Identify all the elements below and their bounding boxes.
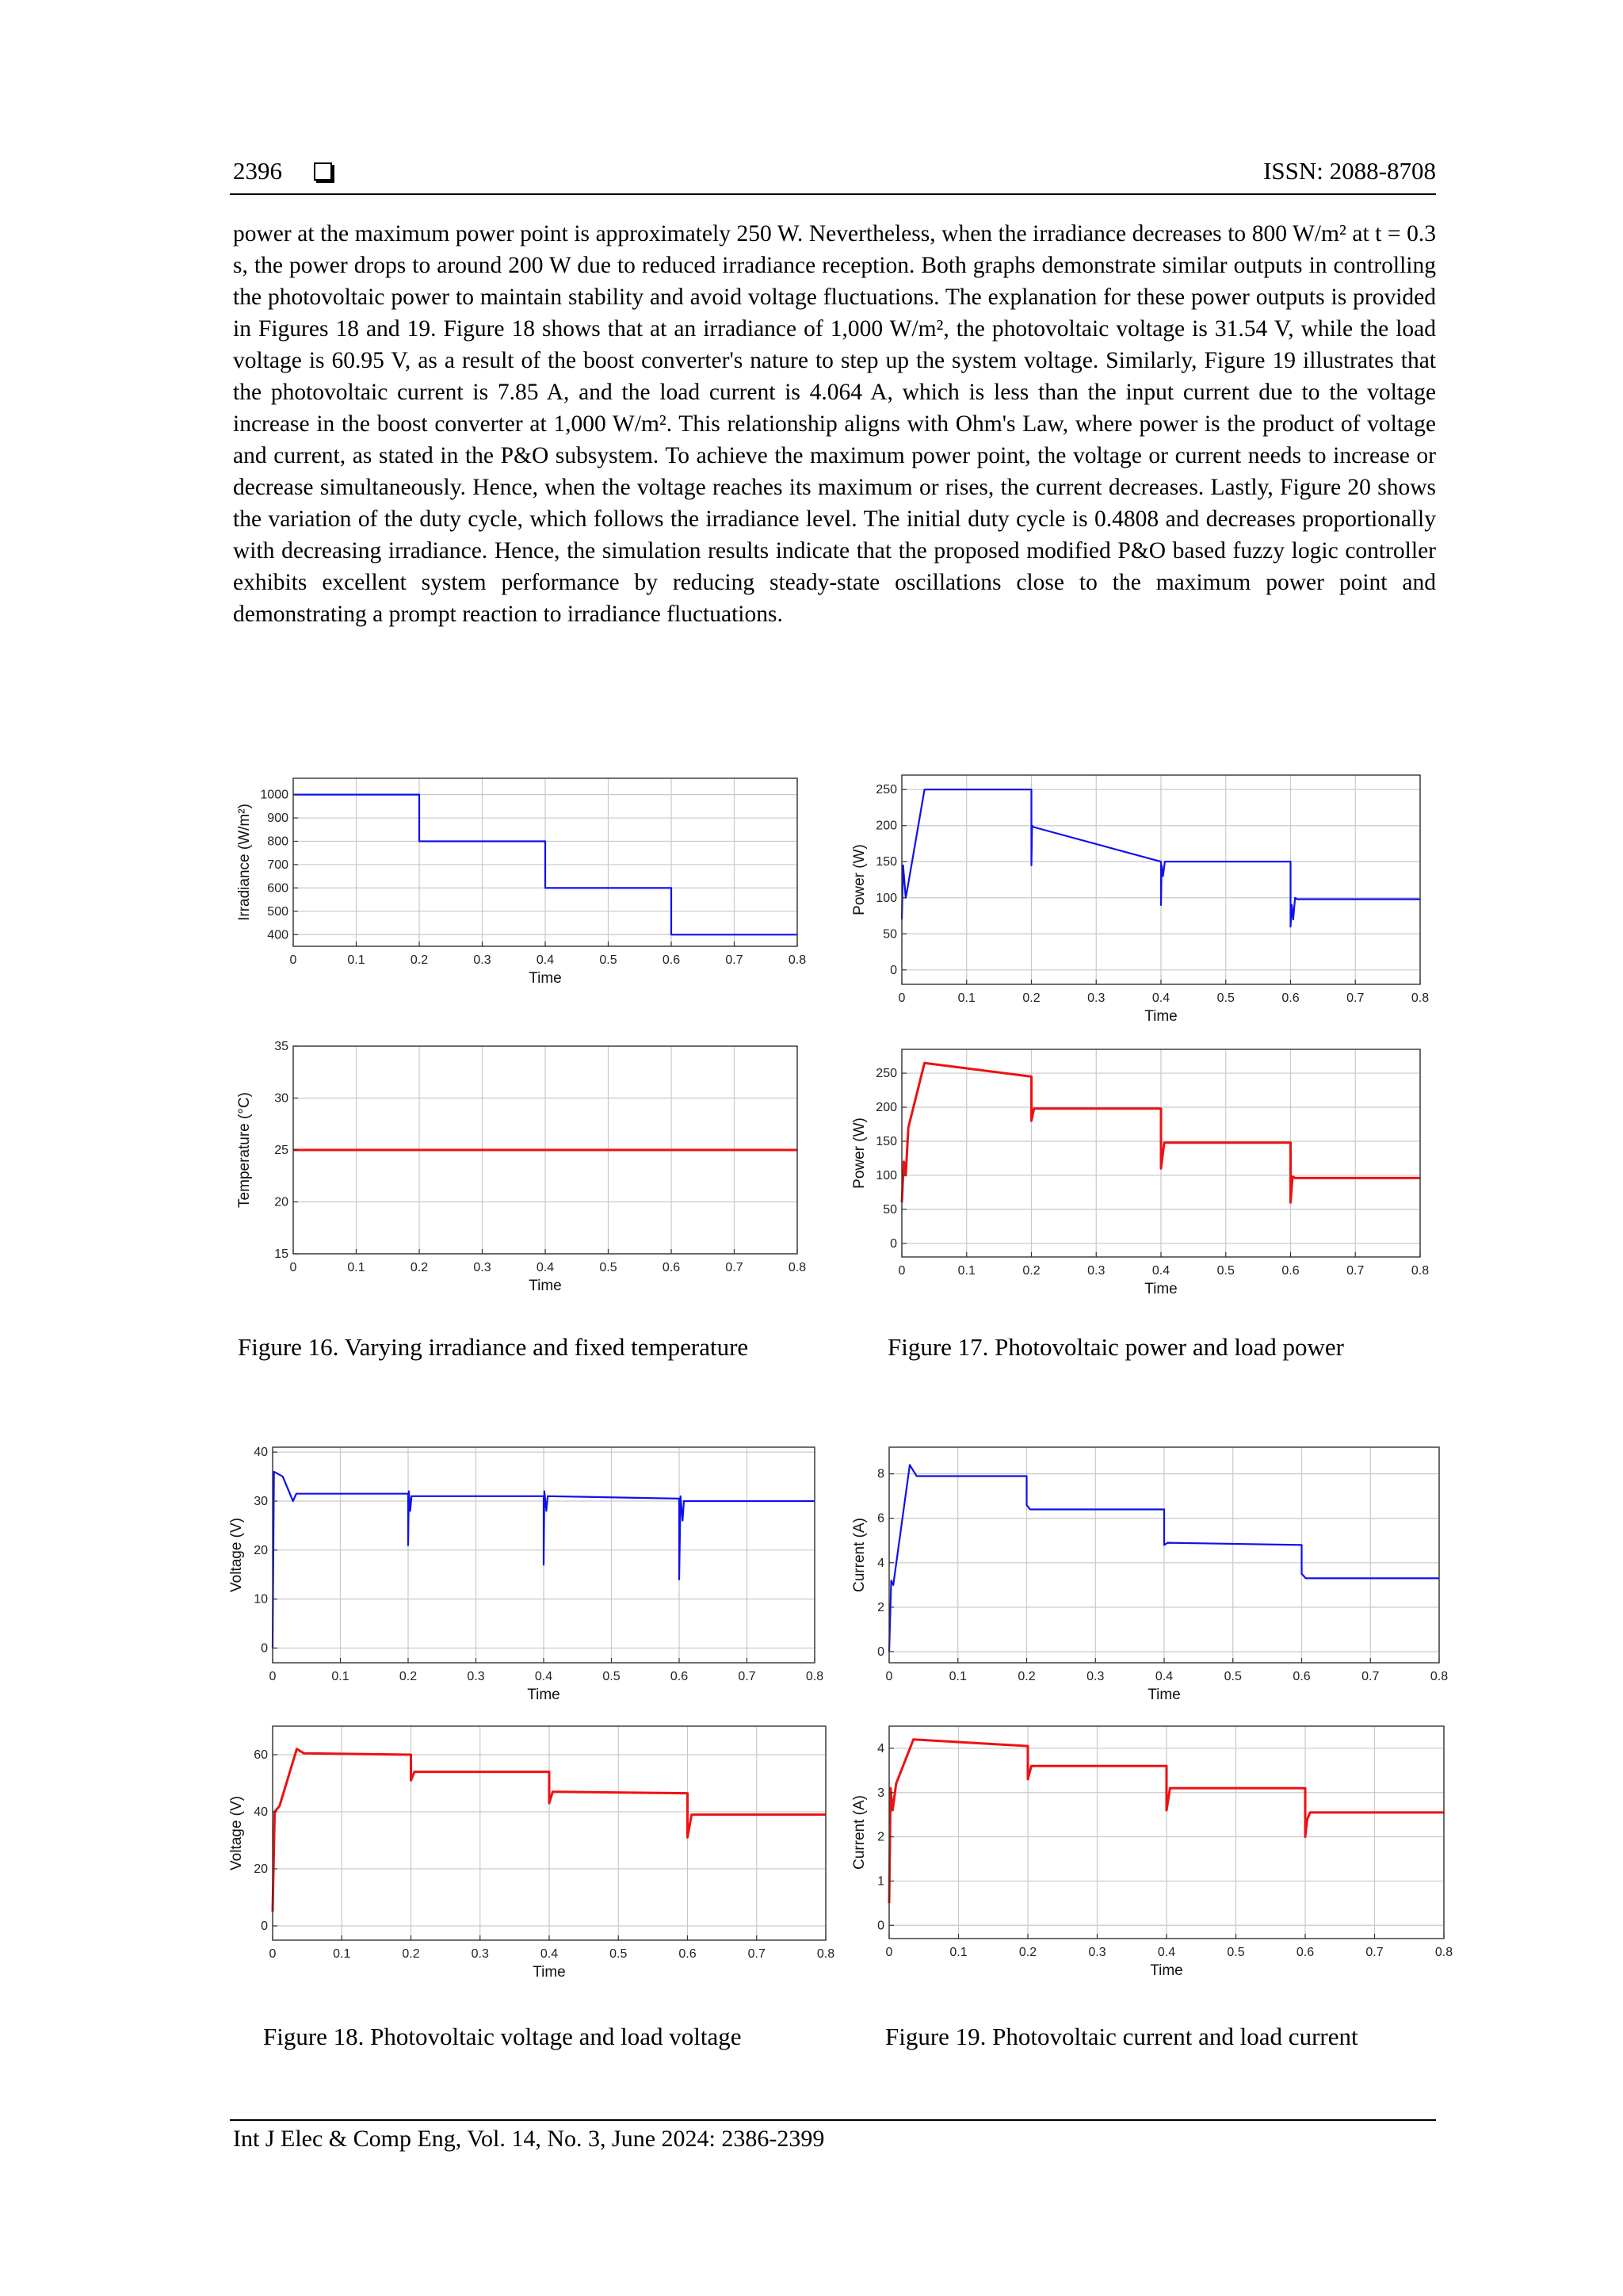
x-tick-label: 0.7	[1346, 1264, 1365, 1278]
caption-figure-19: Figure 19. Photovoltaic current and load current	[885, 2023, 1358, 2050]
caption-figure-18: Figure 18. Photovoltaic voltage and load voltage	[263, 2023, 742, 2050]
x-tick-label: 0.8	[805, 1670, 824, 1683]
x-tick-label: 0.4	[536, 953, 555, 967]
page-number: 2396	[233, 157, 282, 185]
x-tick-label: 0.2	[410, 1261, 429, 1274]
x-tick-label: 0.6	[662, 953, 681, 967]
x-tick-label: 0.3	[1087, 1264, 1106, 1278]
x-tick-label: 0.1	[957, 1264, 976, 1278]
issn: ISSN: 2088-8708	[1263, 157, 1436, 185]
y-tick-label: 600	[267, 881, 288, 896]
x-tick-label: 0.1	[957, 991, 976, 1005]
header-rule	[230, 193, 1436, 195]
x-tick-label: 0	[885, 1946, 893, 1959]
y-tick-label: 0	[877, 1919, 884, 1933]
x-tick-label: 0.1	[331, 1670, 349, 1683]
x-tick-label: 0.5	[1216, 1264, 1235, 1278]
y-tick-label: 50	[883, 1202, 897, 1217]
y-tick-label: 0	[261, 1641, 268, 1656]
x-axis-label: Time	[1144, 1281, 1178, 1297]
x-axis-label: Time	[1148, 1687, 1181, 1703]
y-tick-label: 30	[274, 1091, 288, 1106]
y-tick-label: 20	[254, 1543, 268, 1557]
x-tick-label: 0.3	[467, 1670, 485, 1683]
chart-fig17-load-power	[850, 1046, 1436, 1308]
chart-fig19-load-current	[850, 1720, 1452, 1986]
y-axis-label: Power (W)	[851, 1117, 868, 1189]
x-tick-label: 0.5	[599, 1261, 617, 1274]
chart-fig19-pv-current	[850, 1442, 1452, 1707]
x-tick-label: 0	[289, 953, 297, 967]
x-tick-label: 0.3	[1087, 991, 1106, 1005]
y-tick-label: 250	[876, 783, 897, 797]
x-tick-label: 0.6	[1281, 991, 1300, 1005]
x-tick-label: 0	[898, 991, 906, 1005]
x-tick-label: 0.7	[747, 1947, 766, 1961]
chart-fig16-irradiance	[235, 775, 813, 989]
box-icon	[314, 162, 332, 181]
x-tick-label: 0.2	[1018, 1946, 1037, 1959]
x-tick-label: 0.3	[473, 953, 491, 967]
y-tick-label: 35	[274, 1040, 288, 1053]
x-tick-label: 0.7	[1346, 991, 1365, 1005]
y-tick-label: 200	[876, 1101, 897, 1115]
x-tick-label: 0.3	[1088, 1946, 1106, 1959]
x-tick-label: 0.5	[599, 953, 617, 967]
y-axis-label: Temperature (°C)	[236, 1092, 253, 1208]
y-tick-label: 900	[267, 812, 288, 826]
y-tick-label: 400	[267, 928, 288, 942]
x-tick-label: 0	[289, 1261, 297, 1274]
y-tick-label: 1000	[260, 788, 288, 802]
x-tick-label: 0.4	[1157, 1946, 1176, 1959]
x-tick-label: 0.2	[402, 1947, 420, 1961]
x-tick-label: 0.7	[1365, 1946, 1384, 1959]
chart-fig18-pv-voltage	[227, 1441, 829, 1707]
x-axis-label: Time	[529, 1278, 562, 1294]
x-tick-label: 0.6	[1293, 1670, 1311, 1683]
x-tick-label: 0.5	[602, 1670, 621, 1683]
y-axis-label: Current (A)	[851, 1518, 868, 1592]
x-tick-label: 0	[269, 1947, 277, 1961]
footer-rule	[230, 2119, 1436, 2121]
x-tick-label: 0.3	[473, 1261, 491, 1274]
x-tick-label: 0.7	[1361, 1670, 1380, 1683]
y-tick-label: 3	[877, 1786, 884, 1800]
caption-figure-16: Figure 16. Varying irradiance and fixed temperature	[238, 1333, 749, 1361]
y-tick-label: 250	[876, 1067, 897, 1081]
y-tick-label: 700	[267, 858, 288, 872]
y-tick-label: 6	[877, 1511, 884, 1526]
y-tick-label: 60	[254, 1748, 268, 1762]
x-tick-label: 0.5	[1227, 1946, 1245, 1959]
y-tick-label: 4	[877, 1741, 884, 1755]
x-tick-label: 0.2	[1022, 991, 1041, 1005]
x-tick-label: 0.4	[536, 1261, 555, 1274]
x-tick-label: 0.6	[1281, 1264, 1300, 1278]
x-tick-label: 0.4	[534, 1670, 553, 1683]
y-tick-label: 20	[254, 1862, 268, 1876]
x-tick-label: 0.7	[725, 953, 743, 967]
y-tick-label: 8	[877, 1467, 884, 1481]
x-tick-label: 0.2	[410, 953, 429, 967]
y-tick-label: 10	[254, 1592, 268, 1606]
y-tick-label: 100	[876, 1168, 897, 1182]
x-tick-label: 0.1	[347, 1261, 365, 1274]
y-tick-label: 500	[267, 904, 288, 919]
y-tick-label: 2	[877, 1600, 884, 1614]
x-tick-label: 0.3	[471, 1947, 489, 1961]
x-tick-label: 0.6	[670, 1670, 689, 1683]
y-tick-label: 15	[274, 1247, 288, 1261]
y-tick-label: 4	[877, 1556, 884, 1570]
x-tick-label: 0	[269, 1670, 277, 1683]
y-tick-label: 50	[883, 927, 897, 942]
x-tick-label: 0.3	[1086, 1670, 1105, 1683]
chart-fig17-pv-power	[850, 770, 1436, 1033]
x-tick-label: 0	[885, 1670, 893, 1683]
y-tick-label: 200	[876, 819, 897, 833]
footer-citation: Int J Elec & Comp Eng, Vol. 14, No. 3, June 2024: 2386-2399	[233, 2126, 825, 2152]
x-tick-label: 0.5	[1224, 1670, 1242, 1683]
x-tick-label: 0.6	[662, 1261, 681, 1274]
x-tick-label: 0.1	[333, 1947, 351, 1961]
x-axis-label: Time	[1144, 1008, 1178, 1025]
y-tick-label: 40	[254, 1805, 268, 1819]
x-tick-label: 0.7	[725, 1261, 743, 1274]
x-tick-label: 0.5	[1216, 991, 1235, 1005]
y-axis-label: Power (W)	[851, 844, 868, 915]
x-tick-label: 0.2	[399, 1670, 418, 1683]
chart-fig18-load-voltage	[227, 1720, 835, 1988]
y-tick-label: 30	[254, 1495, 268, 1508]
y-axis-label: Voltage (V)	[228, 1796, 245, 1870]
x-tick-label: 0.6	[678, 1947, 697, 1961]
y-tick-label: 100	[876, 891, 897, 905]
x-axis-label: Time	[533, 1964, 566, 1981]
caption-figure-17: Figure 17. Photovoltaic power and load power	[888, 1333, 1344, 1361]
y-axis-label: Voltage (V)	[228, 1518, 245, 1592]
y-tick-label: 2	[877, 1830, 884, 1844]
x-tick-label: 0.2	[1018, 1670, 1036, 1683]
y-axis-label: Irradiance (W/m²)	[236, 804, 253, 921]
y-tick-label: 150	[876, 1134, 897, 1148]
x-tick-label: 0.8	[788, 1261, 807, 1274]
y-tick-label: 150	[876, 855, 897, 869]
x-tick-label: 0.8	[1434, 1946, 1453, 1959]
x-tick-label: 0.8	[788, 953, 807, 967]
x-tick-label: 0.1	[949, 1670, 967, 1683]
x-tick-label: 0.1	[949, 1946, 968, 1959]
x-tick-label: 0.5	[609, 1947, 628, 1961]
x-tick-label: 0.6	[1296, 1946, 1315, 1959]
y-tick-label: 0	[890, 1236, 897, 1251]
y-tick-label: 0	[877, 1645, 884, 1659]
x-tick-label: 0.2	[1022, 1264, 1041, 1278]
y-tick-label: 20	[274, 1195, 288, 1209]
y-tick-label: 800	[267, 835, 288, 849]
x-tick-label: 0.4	[1151, 991, 1170, 1005]
page-header-left	[233, 157, 332, 185]
x-axis-label: Time	[1150, 1962, 1183, 1979]
x-axis-label: Time	[527, 1687, 560, 1703]
y-tick-label: 0	[890, 963, 897, 977]
x-tick-label: 0.8	[1411, 1264, 1430, 1278]
x-tick-label: 0.4	[540, 1947, 559, 1961]
x-tick-label: 0.4	[1155, 1670, 1174, 1683]
chart-fig16-temperature	[235, 1040, 813, 1305]
x-tick-label: 0.7	[738, 1670, 756, 1683]
y-axis-label: Current (A)	[851, 1795, 868, 1870]
x-tick-label: 0.8	[816, 1947, 835, 1961]
body-paragraph: power at the maximum power point is approximately 250 W. Nevertheless, when the irradiance decreases to 800 W/m² at t = 0.3 s, the power drops to around 200 W due to reduced irradiance reception. Both graphs demonstrate similar outputs in controlling the photovoltaic power to maintain stability and avoid voltage fluctuations. The explanation for these power outputs is provided in Figures 18 and 19. Figure 18 shows that at an irradiance of 1,000 W/m², the photovoltaic voltage is 31.54 V, while the load voltage is 60.95 V, as a result of the boost converter's nature to step up the system voltage. Similarly, Figure 19 illustrates that the photovoltaic current is 7.85 A, and the load current is 4.064 A, which is less than the input current due to the voltage increase in the boost converter at 1,000 W/m². This relationship aligns with Ohm's Law, where power is the product of voltage and current, as stated in the P&O subsystem. To achieve the maximum power point, the voltage or current needs to increase or decrease simultaneously. Hence, when the voltage reaches its maximum or rises, the current decreases. Lastly, Figure 20 shows the variation of the duty cycle, which follows the irradiance level. The initial duty cycle is 0.4808 and decreases proportionally with decreasing irradiance. Hence, the simulation results indicate that the proposed modified P&O based fuzzy logic controller exhibits excellent system performance by reducing steady-state oscillations close to the maximum power point and demonstrating a prompt reaction to irradiance fluctuations.	[233, 221, 1436, 627]
y-tick-label: 0	[261, 1920, 268, 1933]
y-tick-label: 25	[274, 1144, 288, 1157]
y-tick-label: 40	[254, 1446, 268, 1460]
x-tick-label: 0	[898, 1264, 906, 1278]
x-tick-label: 0.8	[1430, 1670, 1449, 1683]
x-tick-label: 0.1	[347, 953, 365, 967]
x-tick-label: 0.8	[1411, 991, 1430, 1005]
x-tick-label: 0.4	[1151, 1264, 1170, 1278]
x-axis-label: Time	[529, 970, 562, 987]
y-tick-label: 1	[877, 1874, 884, 1889]
